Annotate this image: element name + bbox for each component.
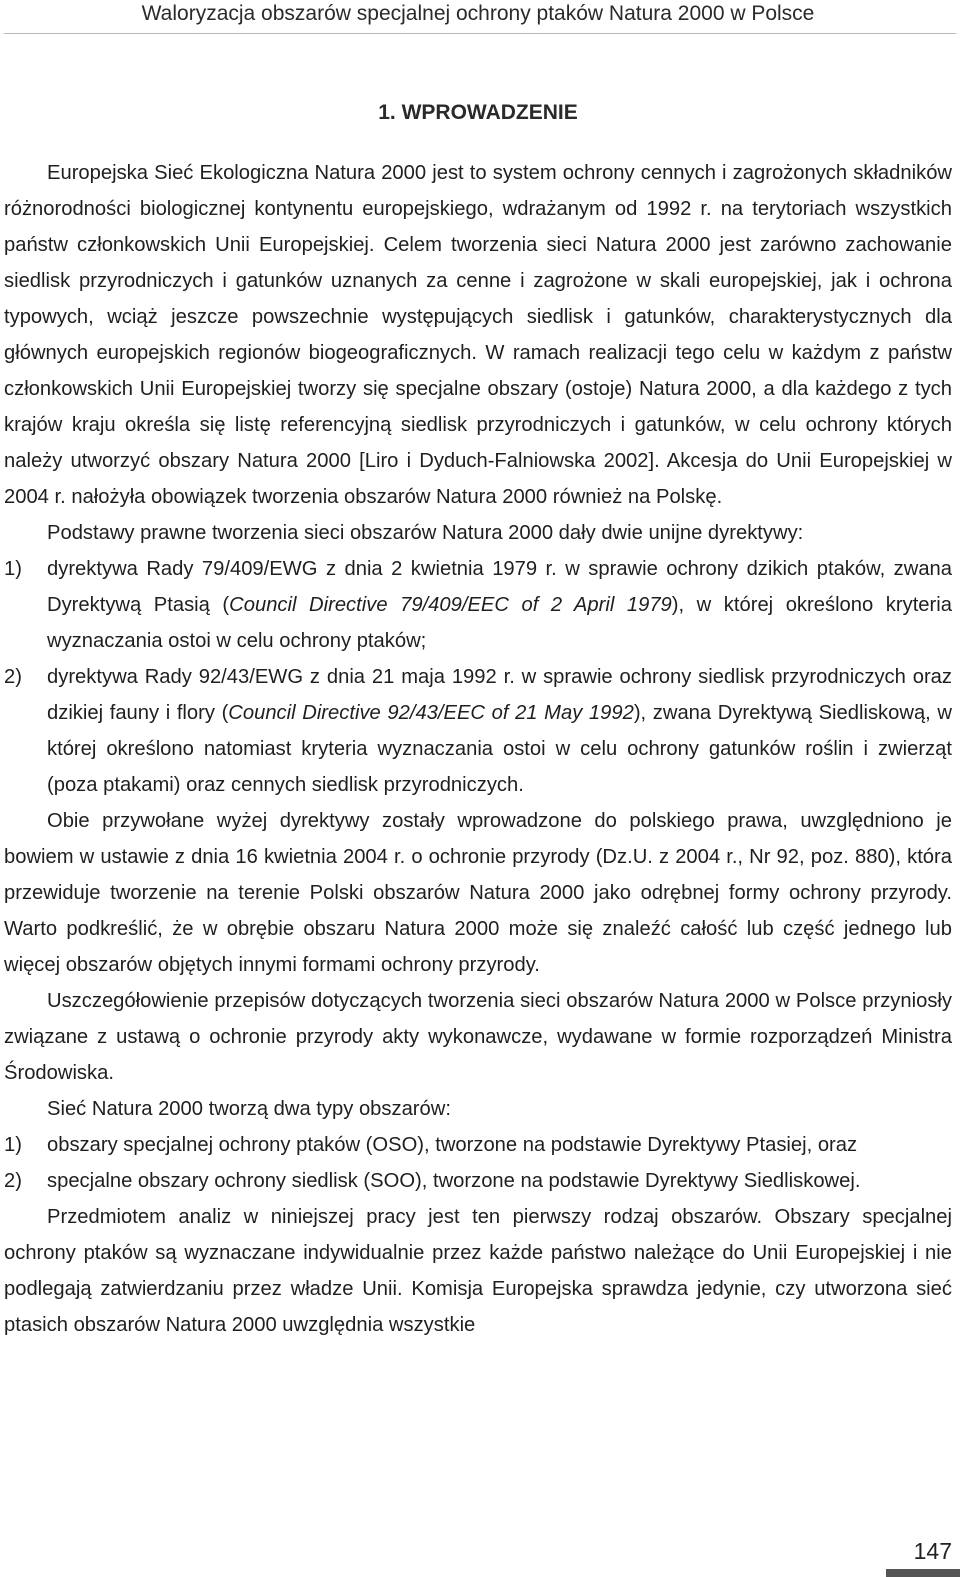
- list-item-italic-citation: Council Directive 92/43/EEC of 21 May 1992: [228, 702, 634, 724]
- paragraph-1: Europejska Sieć Ekologiczna Natura 2000 jest to system ochrony cennych i zagrożonych składników różnorodności biologicznej kontynentu europejskiego, wdrażanym od 1992 r. na terytoriach wszystkich państw członkowskich Unii Europejskiej. Celem tworzenia sieci Natura 2000 jest zarówno zachowanie siedlisk przyrodniczych i gatunków uznanych za cenne i zagrożone w skali europejskiej, jak i ochrona typowych, wciąż jeszcze powszechnie występujących siedlisk i gatunków, charakterystycznych dla głównych europejskich regionów biogeograficznych. W ramach realizacji tego celu w każdym z państw członkowskich Unii Europejskiej tworzy się specjalne obszary (ostoje) Natura 2000, a dla każdego z tych krajów kraju określa się listę referencyjną siedlisk przyrodniczych i gatunków, w celu ochrony których należy utworzyć obszary Natura 2000 [Liro i Dyduch-Falniowska 2002]. Akcesja do Unii Europejskiej w 2004 r. nałożyła obowiązek tworzenia obszarów Natura 2000 również na Polskę.: [4, 162, 952, 508]
- list-item-number: 1): [4, 558, 22, 580]
- list-item: [4, 1163, 952, 1199]
- list-item-italic-citation: Council Directive 79/409/EEC of 2 April 1979: [229, 594, 672, 616]
- paragraph-6: Przedmiotem analiz w niniejszej pracy jest ten pierwszy rodzaj obszarów. Obszary specjalnej ochrony ptaków są wyznaczane indywidualnie przez każde państwo należące do Unii Europejskiej i nie podlegają zatwierdzaniu przez władze Unii. Komisja Europejska sprawdza jedynie, czy utworzona sieć ptasich obszarów Natura 2000 uwzględnia wszystkie: [4, 1206, 952, 1336]
- list-item-number: 2): [4, 1170, 22, 1192]
- list-item-number: 2): [4, 666, 22, 688]
- list-item-text-before: dyrektywa Rady 79/409/EWG z dnia 2 kwietnia 1979 r. w sprawie ochrony dzikich ptaków, zwana Dyrektywą Ptasią (: [47, 558, 952, 616]
- area-types-list: [4, 1127, 952, 1199]
- list-item: [4, 551, 952, 659]
- page-number: 147: [913, 1538, 952, 1564]
- paragraph-5: Sieć Natura 2000 tworzą dwa typy obszarów:: [47, 1098, 451, 1120]
- section-heading: 1. WPROWADZENIE: [378, 101, 578, 124]
- running-header: Waloryzacja obszarów specjalnej ochrony ptaków Natura 2000 w Polsce: [141, 2, 815, 25]
- list-item-number: 1): [4, 1134, 22, 1156]
- paragraph-2: Podstawy prawne tworzenia sieci obszarów Natura 2000 dały dwie unijne dyrektywy:: [47, 522, 804, 544]
- header-rule: [4, 33, 956, 34]
- list-item-text: specjalne obszary ochrony siedlisk (SOO), tworzone na podstawie Dyrektywy Siedliskowej.: [47, 1170, 861, 1192]
- directives-list: [4, 551, 952, 803]
- list-item-text-after: ), zwana Dyrektywą Siedliskową, w której określono natomiast kryteria wyznaczania ostoi w celu ochrony gatunków roślin i zwierząt (poza ptakami) oraz cennych siedlisk przyrodniczych.: [47, 702, 952, 796]
- page-number-bar: [886, 1569, 960, 1577]
- body-text: [4, 155, 952, 1343]
- list-item-text-before: dyrektywa Rady 92/43/EWG z dnia 21 maja 1992 r. w sprawie ochrony siedlisk przyrodniczych oraz dzikiej fauny i flory (: [47, 666, 952, 724]
- list-item: [4, 659, 952, 803]
- paragraph-4: Uszczegółowienie przepisów dotyczących tworzenia sieci obszarów Natura 2000 w Polsce przyniosły związane z ustawą o ochronie przyrody akty wykonawcze, wydawane w formie rozporządzeń Ministra Środowiska.: [4, 990, 952, 1084]
- list-item: [4, 1127, 952, 1163]
- paragraph-3: Obie przywołane wyżej dyrektywy zostały wprowadzone do polskiego prawa, uwzględniono je bowiem w ustawie z dnia 16 kwietnia 2004 r. o ochronie przyrody (Dz.U. z 2004 r., Nr 92, poz. 880), która przewiduje tworzenie na terenie Polski obszarów Natura 2000 jako odrębnej formy ochrony przyrody. Warto podkreślić, że w obrębie obszaru Natura 2000 może się znaleźć całość lub część jednego lub więcej obszarów objętych innymi formami ochrony przyrody.: [4, 810, 952, 976]
- list-item-text-after: ), w której określono kryteria wyznaczania ostoi w celu ochrony ptaków;: [47, 594, 952, 652]
- list-item-text: obszary specjalnej ochrony ptaków (OSO), tworzone na podstawie Dyrektywy Ptasiej, oraz: [47, 1134, 858, 1156]
